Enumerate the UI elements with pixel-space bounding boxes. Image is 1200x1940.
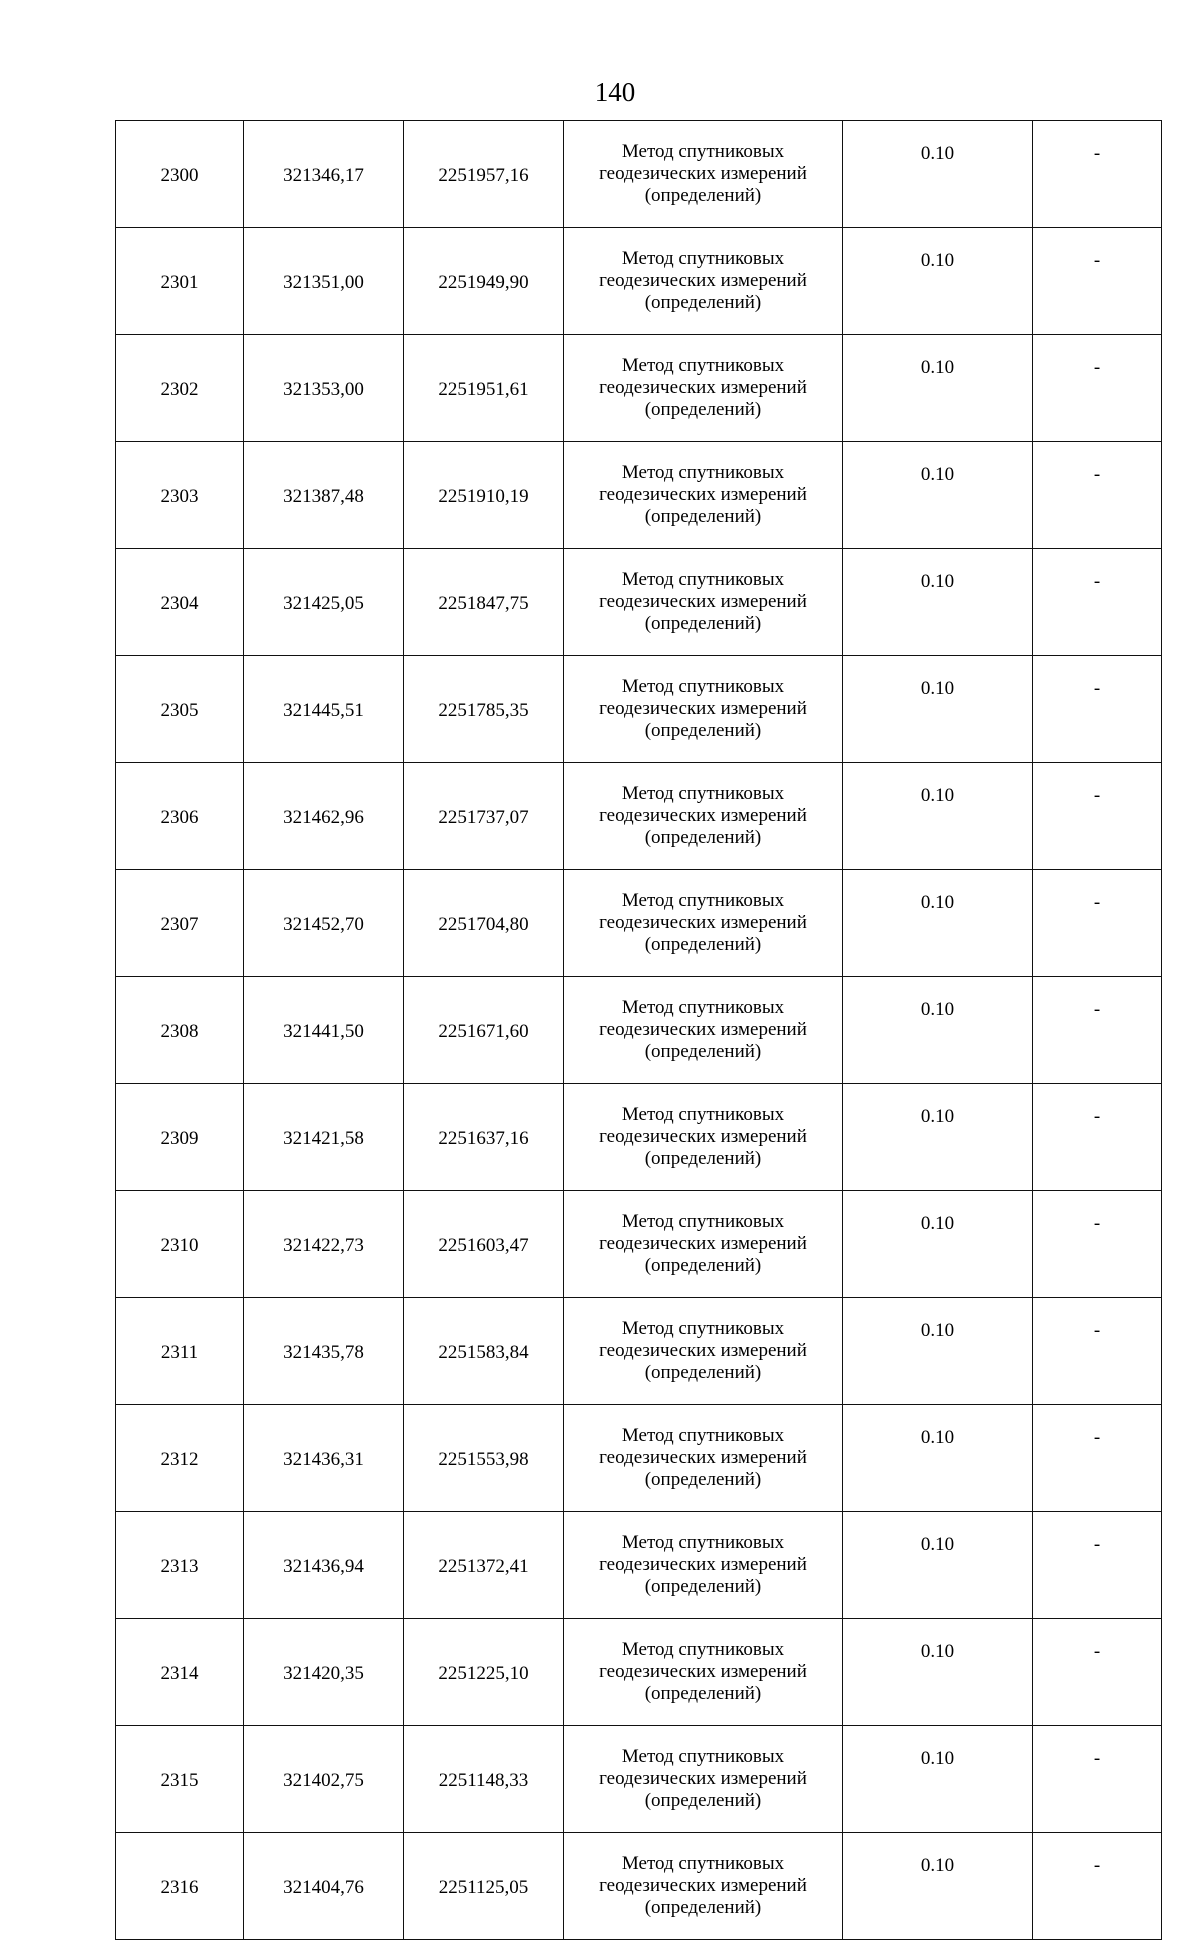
method-text-line: Метод спутниковых bbox=[621, 1211, 785, 1232]
point-number-cell: 2306 bbox=[116, 763, 244, 870]
x-coordinate-cell: 321425,05 bbox=[244, 549, 404, 656]
x-coordinate-cell: 321402,75 bbox=[244, 1726, 404, 1833]
accuracy-cell: 0.10 bbox=[843, 977, 1033, 1084]
method-text-line: Метод спутниковых bbox=[621, 1425, 785, 1446]
method-cell bbox=[564, 442, 843, 549]
x-coordinate-cell: 321452,70 bbox=[244, 870, 404, 977]
method-text-line: геодезических измерений bbox=[599, 698, 807, 719]
method-text-line: (определений) bbox=[644, 827, 762, 848]
method-text-line: Метод спутниковых bbox=[621, 569, 785, 590]
method-text-line: Метод спутниковых bbox=[621, 248, 785, 269]
point-number-cell: 2310 bbox=[116, 1191, 244, 1298]
point-number-cell: 2307 bbox=[116, 870, 244, 977]
accuracy-cell: 0.10 bbox=[843, 228, 1033, 335]
y-coordinate-cell: 2251225,10 bbox=[404, 1619, 564, 1726]
method-text-line: геодезических измерений bbox=[599, 163, 807, 184]
table-row bbox=[116, 1191, 1162, 1298]
accuracy-cell: 0.10 bbox=[843, 1619, 1033, 1726]
accuracy-cell: 0.10 bbox=[843, 121, 1033, 228]
accuracy-cell: 0.10 bbox=[843, 763, 1033, 870]
accuracy-cell: 0.10 bbox=[843, 1084, 1033, 1191]
method-text-line: Метод спутниковых bbox=[621, 783, 785, 804]
method-text-line: (определений) bbox=[644, 613, 762, 634]
y-coordinate-cell: 2251553,98 bbox=[404, 1405, 564, 1512]
method-text-line: геодезических измерений bbox=[599, 1340, 807, 1361]
method-text-line: (определений) bbox=[644, 506, 762, 527]
note-cell: - bbox=[1033, 121, 1162, 228]
method-text-line: геодезических измерений bbox=[599, 377, 807, 398]
y-coordinate-cell: 2251148,33 bbox=[404, 1726, 564, 1833]
y-coordinate-cell: 2251125,05 bbox=[404, 1833, 564, 1940]
accuracy-cell: 0.10 bbox=[843, 870, 1033, 977]
method-text-line: Метод спутниковых bbox=[621, 1532, 785, 1553]
method-cell bbox=[564, 1619, 843, 1726]
method-text-line: геодезических измерений bbox=[599, 1768, 807, 1789]
table-row bbox=[116, 1726, 1162, 1833]
method-text-line: (определений) bbox=[644, 1790, 762, 1811]
x-coordinate-cell: 321436,94 bbox=[244, 1512, 404, 1619]
table-row bbox=[116, 1619, 1162, 1726]
note-cell: - bbox=[1033, 1726, 1162, 1833]
note-cell: - bbox=[1033, 1512, 1162, 1619]
y-coordinate-cell: 2251603,47 bbox=[404, 1191, 564, 1298]
method-text-line: геодезических измерений bbox=[599, 1661, 807, 1682]
method-text-line: Метод спутниковых bbox=[621, 1746, 785, 1767]
table-row bbox=[116, 228, 1162, 335]
method-text-line: (определений) bbox=[644, 720, 762, 741]
note-cell: - bbox=[1033, 228, 1162, 335]
method-text-line: геодезических измерений bbox=[599, 912, 807, 933]
method-text-line: (определений) bbox=[644, 1683, 762, 1704]
point-number-cell: 2315 bbox=[116, 1726, 244, 1833]
point-number-cell: 2312 bbox=[116, 1405, 244, 1512]
accuracy-cell: 0.10 bbox=[843, 1298, 1033, 1405]
accuracy-cell: 0.10 bbox=[843, 1405, 1033, 1512]
method-text-line: Метод спутниковых bbox=[621, 141, 785, 162]
table-row bbox=[116, 121, 1162, 228]
method-text-line: (определений) bbox=[644, 1362, 762, 1383]
method-text-line: (определений) bbox=[644, 1576, 762, 1597]
method-text-line: геодезических измерений bbox=[599, 1554, 807, 1575]
x-coordinate-cell: 321445,51 bbox=[244, 656, 404, 763]
note-cell: - bbox=[1033, 442, 1162, 549]
method-text-line: геодезических измерений bbox=[599, 1019, 807, 1040]
x-coordinate-cell: 321404,76 bbox=[244, 1833, 404, 1940]
note-cell: - bbox=[1033, 335, 1162, 442]
method-text-line: геодезических измерений bbox=[599, 1126, 807, 1147]
method-cell bbox=[564, 1191, 843, 1298]
method-text-line: Метод спутниковых bbox=[621, 676, 785, 697]
method-text-line: (определений) bbox=[644, 1041, 762, 1062]
method-text-line: (определений) bbox=[644, 934, 762, 955]
note-cell: - bbox=[1033, 1298, 1162, 1405]
table-row bbox=[116, 335, 1162, 442]
point-number-cell: 2313 bbox=[116, 1512, 244, 1619]
method-text-line: Метод спутниковых bbox=[621, 1318, 785, 1339]
point-number-cell: 2303 bbox=[116, 442, 244, 549]
point-number-cell: 2304 bbox=[116, 549, 244, 656]
note-cell: - bbox=[1033, 763, 1162, 870]
accuracy-cell: 0.10 bbox=[843, 549, 1033, 656]
x-coordinate-cell: 321421,58 bbox=[244, 1084, 404, 1191]
y-coordinate-cell: 2251737,07 bbox=[404, 763, 564, 870]
method-text-line: Метод спутниковых bbox=[621, 355, 785, 376]
y-coordinate-cell: 2251785,35 bbox=[404, 656, 564, 763]
method-text-line: Метод спутниковых bbox=[621, 1853, 785, 1874]
note-cell: - bbox=[1033, 1084, 1162, 1191]
table-body bbox=[116, 121, 1162, 1940]
table-row bbox=[116, 870, 1162, 977]
method-cell bbox=[564, 228, 843, 335]
table-row bbox=[116, 1084, 1162, 1191]
y-coordinate-cell: 2251949,90 bbox=[404, 228, 564, 335]
point-number-cell: 2308 bbox=[116, 977, 244, 1084]
x-coordinate-cell: 321353,00 bbox=[244, 335, 404, 442]
point-number-cell: 2302 bbox=[116, 335, 244, 442]
table-row bbox=[116, 549, 1162, 656]
note-cell: - bbox=[1033, 977, 1162, 1084]
table-row bbox=[116, 977, 1162, 1084]
table-row bbox=[116, 1298, 1162, 1405]
method-cell bbox=[564, 1833, 843, 1940]
x-coordinate-cell: 321351,00 bbox=[244, 228, 404, 335]
y-coordinate-cell: 2251847,75 bbox=[404, 549, 564, 656]
x-coordinate-cell: 321435,78 bbox=[244, 1298, 404, 1405]
x-coordinate-cell: 321441,50 bbox=[244, 977, 404, 1084]
method-cell bbox=[564, 549, 843, 656]
accuracy-cell: 0.10 bbox=[843, 1726, 1033, 1833]
note-cell: - bbox=[1033, 656, 1162, 763]
table-row bbox=[116, 763, 1162, 870]
method-cell bbox=[564, 656, 843, 763]
method-text-line: (определений) bbox=[644, 185, 762, 206]
table-row bbox=[116, 656, 1162, 763]
method-text-line: Метод спутниковых bbox=[621, 1104, 785, 1125]
method-cell bbox=[564, 1726, 843, 1833]
x-coordinate-cell: 321420,35 bbox=[244, 1619, 404, 1726]
x-coordinate-cell: 321422,73 bbox=[244, 1191, 404, 1298]
y-coordinate-cell: 2251671,60 bbox=[404, 977, 564, 1084]
method-text-line: (определений) bbox=[644, 292, 762, 313]
y-coordinate-cell: 2251637,16 bbox=[404, 1084, 564, 1191]
table-row bbox=[116, 1405, 1162, 1512]
method-text-line: геодезических измерений bbox=[599, 1233, 807, 1254]
note-cell: - bbox=[1033, 870, 1162, 977]
method-cell bbox=[564, 335, 843, 442]
point-number-cell: 2305 bbox=[116, 656, 244, 763]
x-coordinate-cell: 321346,17 bbox=[244, 121, 404, 228]
method-cell bbox=[564, 870, 843, 977]
point-number-cell: 2300 bbox=[116, 121, 244, 228]
method-cell bbox=[564, 1405, 843, 1512]
x-coordinate-cell: 321462,96 bbox=[244, 763, 404, 870]
method-text-line: геодезических измерений bbox=[599, 484, 807, 505]
y-coordinate-cell: 2251957,16 bbox=[404, 121, 564, 228]
accuracy-cell: 0.10 bbox=[843, 1191, 1033, 1298]
method-cell bbox=[564, 763, 843, 870]
method-cell bbox=[564, 1512, 843, 1619]
method-text-line: геодезических измерений bbox=[599, 1447, 807, 1468]
y-coordinate-cell: 2251910,19 bbox=[404, 442, 564, 549]
note-cell: - bbox=[1033, 549, 1162, 656]
method-cell bbox=[564, 121, 843, 228]
note-cell: - bbox=[1033, 1405, 1162, 1512]
point-number-cell: 2309 bbox=[116, 1084, 244, 1191]
y-coordinate-cell: 2251583,84 bbox=[404, 1298, 564, 1405]
method-text-line: геодезических измерений bbox=[599, 1875, 807, 1896]
method-text-line: геодезических измерений bbox=[599, 270, 807, 291]
accuracy-cell: 0.10 bbox=[843, 442, 1033, 549]
table-row bbox=[116, 1512, 1162, 1619]
method-text-line: Метод спутниковых bbox=[621, 890, 785, 911]
note-cell: - bbox=[1033, 1191, 1162, 1298]
accuracy-cell: 0.10 bbox=[843, 656, 1033, 763]
point-number-cell: 2301 bbox=[116, 228, 244, 335]
method-text-line: геодезических измерений bbox=[599, 591, 807, 612]
method-text-line: Метод спутниковых bbox=[621, 1639, 785, 1660]
note-cell: - bbox=[1033, 1619, 1162, 1726]
table-row bbox=[116, 1833, 1162, 1940]
method-cell bbox=[564, 1084, 843, 1191]
y-coordinate-cell: 2251372,41 bbox=[404, 1512, 564, 1619]
point-number-cell: 2311 bbox=[116, 1298, 244, 1405]
x-coordinate-cell: 321436,31 bbox=[244, 1405, 404, 1512]
point-number-cell: 2316 bbox=[116, 1833, 244, 1940]
y-coordinate-cell: 2251704,80 bbox=[404, 870, 564, 977]
coordinates-table bbox=[115, 120, 1162, 1940]
method-cell bbox=[564, 977, 843, 1084]
method-text-line: (определений) bbox=[644, 1897, 762, 1918]
table-row bbox=[116, 442, 1162, 549]
method-text-line: Метод спутниковых bbox=[621, 997, 785, 1018]
y-coordinate-cell: 2251951,61 bbox=[404, 335, 564, 442]
note-cell: - bbox=[1033, 1833, 1162, 1940]
page-number: 140 bbox=[594, 77, 636, 107]
method-text-line: геодезических измерений bbox=[599, 805, 807, 826]
point-number-cell: 2314 bbox=[116, 1619, 244, 1726]
x-coordinate-cell: 321387,48 bbox=[244, 442, 404, 549]
accuracy-cell: 0.10 bbox=[843, 1833, 1033, 1940]
accuracy-cell: 0.10 bbox=[843, 1512, 1033, 1619]
method-text-line: (определений) bbox=[644, 1148, 762, 1169]
method-text-line: Метод спутниковых bbox=[621, 462, 785, 483]
method-cell bbox=[564, 1298, 843, 1405]
method-text-line: (определений) bbox=[644, 399, 762, 420]
method-text-line: (определений) bbox=[644, 1469, 762, 1490]
method-text-line: (определений) bbox=[644, 1255, 762, 1276]
accuracy-cell: 0.10 bbox=[843, 335, 1033, 442]
